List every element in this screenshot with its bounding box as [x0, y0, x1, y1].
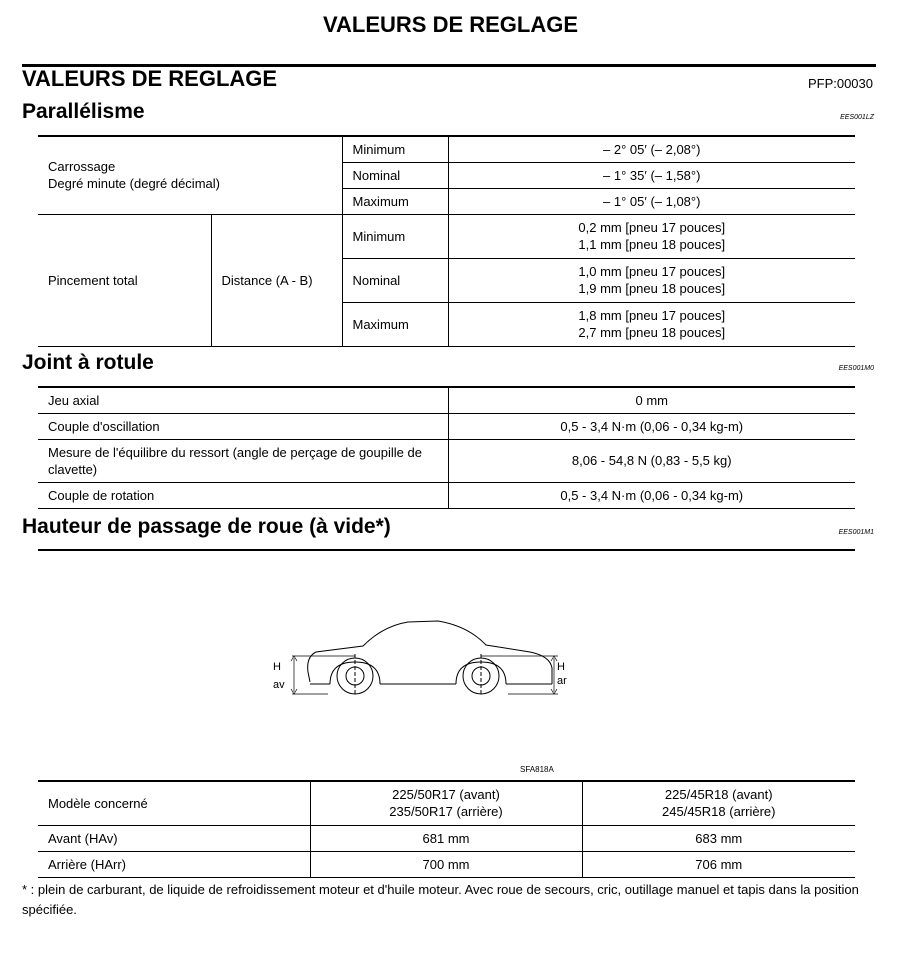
row-value: 0,5 - 3,4 N·m (0,06 - 0,34 kg-m) [448, 413, 855, 439]
rear-sub-label: ar [557, 675, 567, 687]
row-label: Arrière (HArr) [38, 851, 310, 877]
joint-title: Joint à rotule [22, 351, 154, 374]
row-value: 0 mm [448, 387, 855, 413]
row-value: 681 mm [310, 825, 582, 851]
rear-h-label: H [557, 661, 565, 673]
front-sub-label: av [273, 679, 285, 691]
table-row [38, 851, 855, 877]
value-cell: – 1° 05′ (– 1,08°) [448, 188, 855, 214]
row-value: 683 mm [582, 825, 855, 851]
value-cell: 0,2 mm [pneu 17 pouces] 1,1 mm [pneu 18 pouces] [448, 214, 855, 258]
table-row [38, 387, 855, 413]
value-cell: – 1° 35′ (– 1,58°) [448, 162, 855, 188]
figure-code: SFA818A [520, 765, 554, 774]
parallelisme-table [38, 135, 855, 347]
table-row [38, 439, 855, 482]
row-label: Mesure de l'équilibre du ressort (angle de perçage de goupille de clavette) [38, 439, 448, 482]
hauteur-title: Hauteur de passage de roue (à vide*) [22, 515, 391, 538]
model-col-18: 225/45R18 (avant) 245/45R18 (arrière) [582, 781, 855, 825]
parallelisme-code: EES001LZ [840, 114, 874, 121]
row-label: Avant (HAv) [38, 825, 310, 851]
level-cell: Maximum [342, 302, 448, 346]
section-title: VALEURS DE REGLAGE [22, 66, 278, 91]
level-cell: Nominal [342, 258, 448, 302]
parallelisme-title: Parallélisme [22, 100, 145, 123]
pincement-sublabel: Distance (A - B) [211, 214, 342, 346]
row-label: Jeu axial [38, 387, 448, 413]
row-value: 706 mm [582, 851, 855, 877]
hauteur-table [38, 780, 855, 878]
model-col-17: 225/50R17 (avant) 235/50R17 (arrière) [310, 781, 582, 825]
level-cell: Nominal [342, 162, 448, 188]
table-row [38, 482, 855, 508]
hauteur-code: EES001M1 [838, 529, 874, 536]
hauteur-rule [38, 549, 855, 551]
value-cell: 1,0 mm [pneu 17 pouces] 1,9 mm [pneu 18 pouces] [448, 258, 855, 302]
doc-code: PFP:00030 [807, 76, 873, 91]
table-row [38, 781, 855, 825]
row-label: Couple de rotation [38, 482, 448, 508]
level-cell: Minimum [342, 214, 448, 258]
row-value: 0,5 - 3,4 N·m (0,06 - 0,34 kg-m) [448, 482, 855, 508]
row-label: Couple d'oscillation [38, 413, 448, 439]
value-cell: 1,8 mm [pneu 17 pouces] 2,7 mm [pneu 18 pouces] [448, 302, 855, 346]
value-cell: – 2° 05′ (– 2,08°) [448, 136, 855, 162]
joint-code: EES001M0 [838, 365, 874, 372]
page-title: VALEURS DE REGLAGE [322, 12, 579, 37]
row-value: 700 mm [310, 851, 582, 877]
table-row [38, 413, 855, 439]
level-cell: Maximum [342, 188, 448, 214]
table-row [38, 214, 855, 258]
table-row [38, 136, 855, 162]
joint-table [38, 386, 855, 509]
row-value: 8,06 - 54,8 N (0,83 - 5,5 kg) [448, 439, 855, 482]
front-h-label: H [273, 661, 281, 673]
car-diagram [268, 612, 588, 702]
level-cell: Minimum [342, 136, 448, 162]
pincement-label: Pincement total [38, 214, 211, 346]
carrossage-label: Carrossage Degré minute (degré décimal) [38, 136, 342, 214]
model-header-label: Modèle concerné [38, 781, 310, 825]
table-row [38, 825, 855, 851]
footnote: * : plein de carburant, de liquide de refroidissement moteur et d'huile moteur. Avec roue de secours, cric, outillage manuel et tapis dans la position spécifiée. [22, 882, 859, 917]
